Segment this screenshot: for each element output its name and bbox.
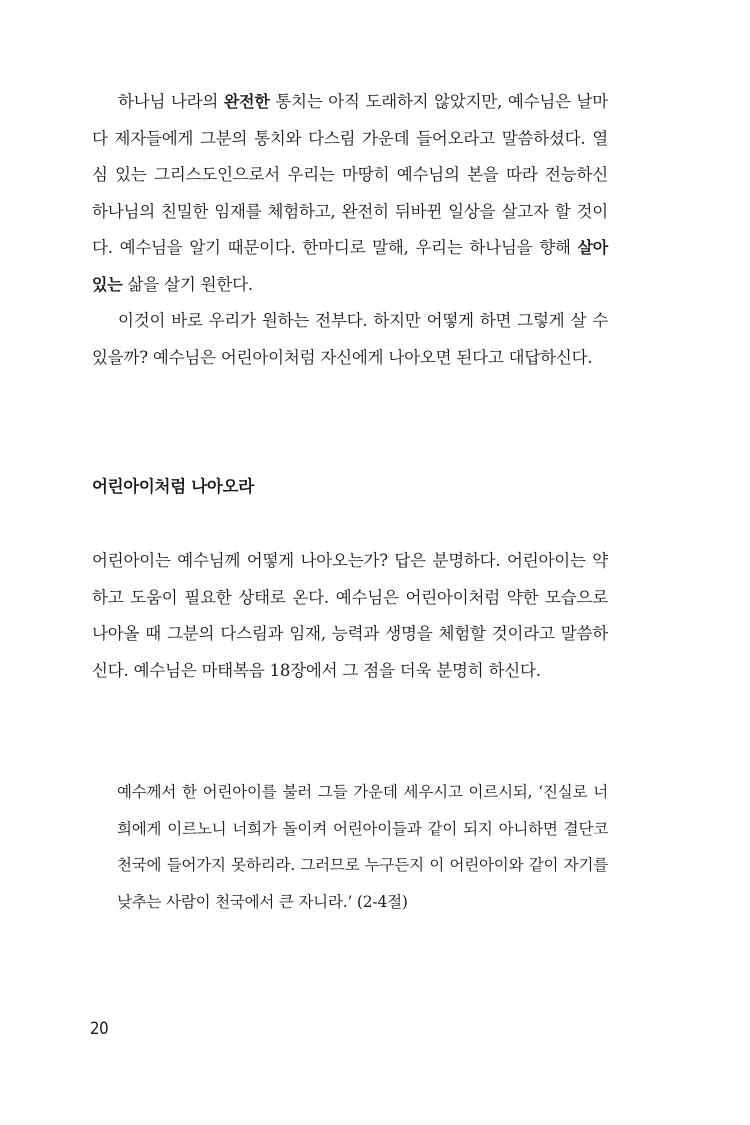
intro-p1-part-a: 하나님 나라의 [118,92,224,111]
page-number: 20 [90,1019,109,1039]
section-text [92,543,608,689]
scripture-quote-text: 예수께서 한 어린아이를 불러 그들 가운데 세우시고 이르시되, ‘진실로 너희에게 이르노니 너희가 돌이켜 어린아이들과 같이 되지 아니하면 결단코 천국에 들어가지 못하리라. 그러므로 누구든지 이 어린아이와 같이 자기를 낮추는 사람이 천국에서 큰 자니라.’ (2-4절) [117,783,608,911]
intro-p1-part-e: 삶을 살기 원한다. [122,274,253,294]
intro-text [92,84,608,376]
intro-paragraph-2: 이것이 바로 우리가 원하는 전부다. 하지만 어떻게 하면 그렇게 살 수 있을까? 예수님은 어린아이처럼 자신에게 나아오면 된다고 대답하신다. [92,311,608,367]
emphasis-complete: 완전한 [223,92,270,111]
scripture-quote [117,774,608,920]
emphasis-alive: 살아 있는 [92,238,608,294]
intro-p1-part-c: 통치는 아직 도래하지 않았지만, 예수님은 날마다 제자들에게 그분의 통치와 다스림 가운데 들어오라고 말씀하셨다. 열심 있는 그리스도인으로서 우리는 마땅히 예수님의 본을 따라 전능하신 하나님의 친밀한 임재를 체험하고, 완전히 뒤바뀐 일상을 살고자 할 것이다. 예수님을 알기 때문이다. 한마디로 말해, 우리는 하나님을 향해 [92,92,608,257]
section-paragraph: 어린아이는 예수님께 어떻게 나아오는가? 답은 분명하다. 어린아이는 약하고 도움이 필요한 상태로 온다. 예수님은 어린아이처럼 약한 모습으로 나아올 때 그분의 다스림과 임재, 능력과 생명을 체험할 것이라고 말씀하신다. 예수님은 마태복음 18장에서 그 점을 더욱 분명히 하신다. [92,551,608,680]
section-heading: 어린아이처럼 나아오라 [92,477,254,496]
intro-paragraph-1 [92,84,608,303]
